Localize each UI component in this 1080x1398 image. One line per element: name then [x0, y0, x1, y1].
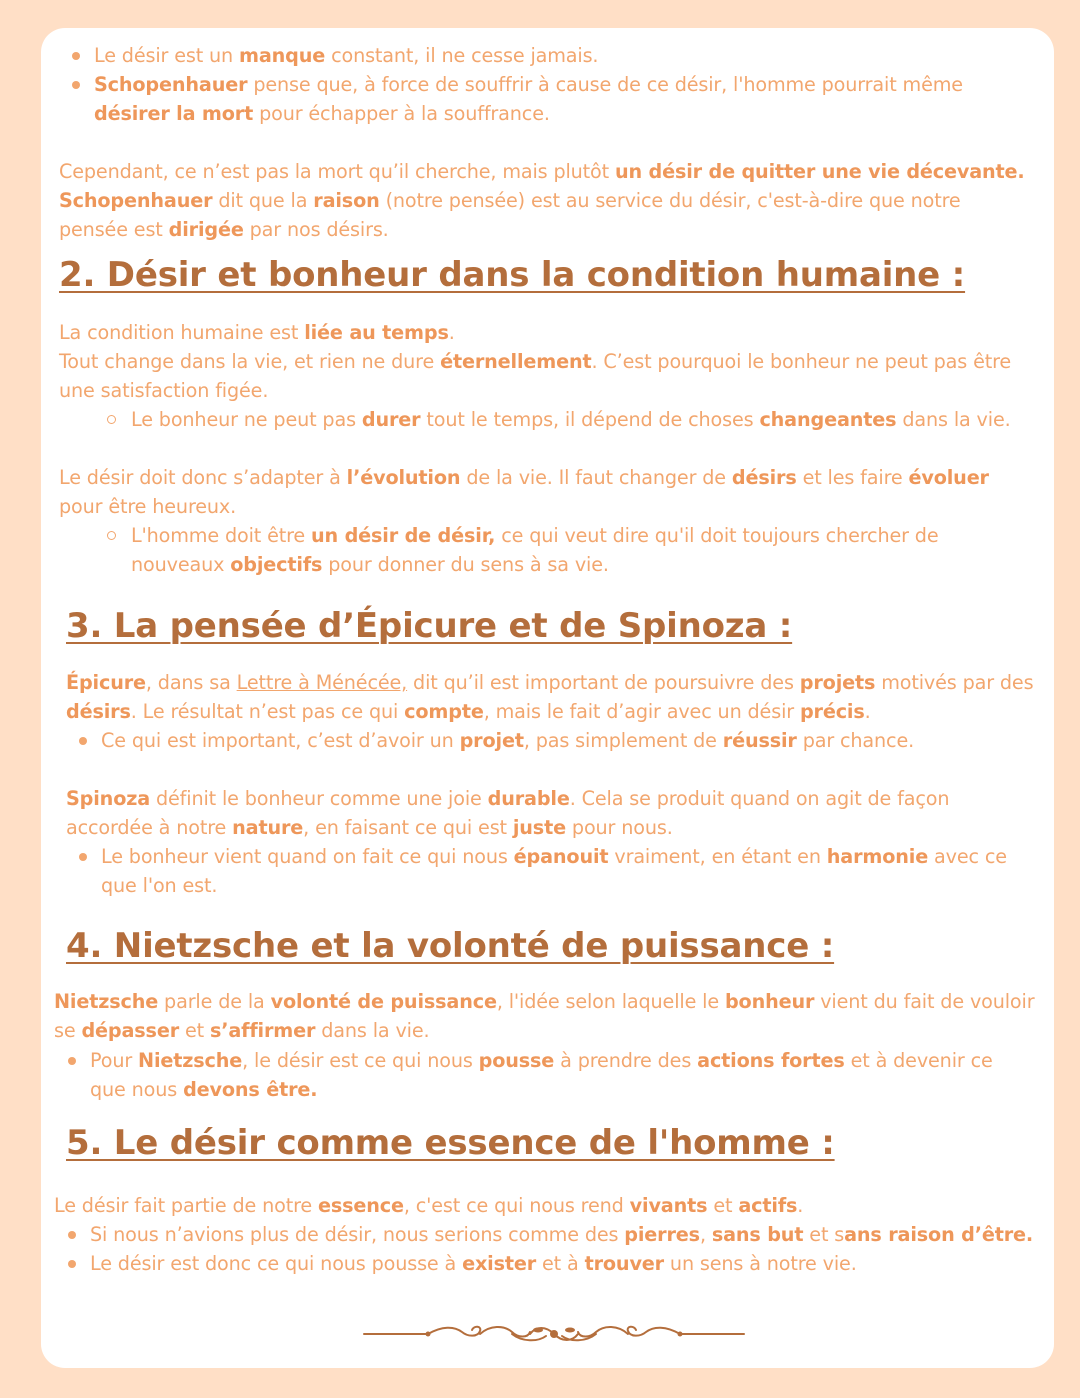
- section-3-list-2: [101, 842, 1007, 900]
- list-item-continuation: que l'on est.: [101, 874, 218, 897]
- list-item: Si nous n’avions plus de désir, nous serions comme des pierres, sans but et sans raison d’être.: [90, 1220, 1033, 1249]
- text-line: désirs. Le résultat n’est pas ce qui compte, mais le fait d’agir avec un désir précis.: [66, 700, 871, 723]
- text-line: pensée est dirigée par nos désirs.: [59, 218, 389, 241]
- text-line: La condition humaine est liée au temps.: [59, 321, 455, 344]
- list-item-continuation: désirer la mort pour échapper à la souffrance.: [94, 102, 550, 125]
- text-line: pour être heureux.: [59, 495, 237, 518]
- text-line: Cependant, ce n’est pas la mort qu’il cherche, mais plutôt un désir de quitter une vie décevante.: [59, 160, 1025, 183]
- section-4-list: [90, 1046, 993, 1104]
- list-item: L'homme doit être un désir de désir, ce qui veut dire qu'il doit toujours chercher de: [131, 521, 938, 550]
- text-line: Le désir fait partie de notre essence, c'est ce qui nous rend vivants et actifs.: [54, 1194, 804, 1217]
- section-2-sublist-1: [131, 405, 1011, 434]
- section-3-paragraph-2: [66, 784, 949, 842]
- intro-bullet-list: [94, 41, 963, 128]
- section-5-list: [90, 1220, 1033, 1278]
- intro-paragraph: [59, 157, 1025, 244]
- section-3-heading: 3. La pensée d’Épicure et de Spinoza :: [66, 606, 793, 646]
- section-2-paragraph-1: [59, 318, 1011, 405]
- section-4-heading: 4. Nietzsche et la volonté de puissance :: [66, 926, 835, 966]
- list-item: Le bonheur vient quand on fait ce qui nous épanouit vraiment, en étant en harmonie avec ce: [101, 842, 1007, 871]
- list-item: Le désir est donc ce qui nous pousse à exister et à trouver un sens à notre vie.: [90, 1249, 1033, 1278]
- list-item: Schopenhauer pense que, à force de souffrir à cause de ce désir, l'homme pourrait même: [94, 70, 963, 99]
- list-item-continuation: que nous devons être.: [90, 1078, 318, 1101]
- list-item: Pour Nietzsche, le désir est ce qui nous pousse à prendre des actions fortes et à devenir ce: [90, 1046, 993, 1075]
- section-2-paragraph-2: [59, 463, 989, 521]
- text-line: Le désir doit donc s’adapter à l’évolution de la vie. Il faut changer de désirs et les faire évoluer: [59, 466, 989, 489]
- list-item: Le bonheur ne peut pas durer tout le temps, il dépend de choses changeantes dans la vie.: [131, 405, 1011, 434]
- text-line: Schopenhauer dit que la raison (notre pensée) est au service du désir, c'est-à-dire que notre: [59, 189, 961, 212]
- list-item: Ce qui est important, c’est d’avoir un projet, pas simplement de réussir par chance.: [101, 726, 914, 755]
- text-line: se dépasser et s’affirmer dans la vie.: [54, 1019, 430, 1042]
- section-3-list-1: [101, 726, 914, 755]
- section-4-paragraph: [54, 987, 1034, 1045]
- list-item: Le désir est un manque constant, il ne cesse jamais.: [94, 41, 963, 70]
- text-line: accordée à notre nature, en faisant ce qui est juste pour nous.: [66, 816, 673, 839]
- section-5-paragraph: [54, 1191, 803, 1220]
- text-line: Tout change dans la vie, et rien ne dure éternellement. C’est pourquoi le bonheur ne peut pas être: [59, 350, 1012, 373]
- flourish-divider-icon: [362, 1322, 746, 1346]
- text-line: Spinoza définit le bonheur comme une joie durable. Cela se produit quand on agit de façon: [66, 787, 950, 810]
- section-2-sublist-2: [131, 521, 938, 579]
- book-title: Lettre à Ménécée,: [236, 671, 408, 694]
- text-line: une satisfaction figée.: [59, 379, 269, 402]
- section-2-heading: 2. Désir et bonheur dans la condition humaine :: [59, 255, 966, 295]
- text-line: Nietzsche parle de la volonté de puissance, l'idée selon laquelle le bonheur vient du fait de vouloir: [54, 990, 1035, 1013]
- section-3-paragraph-1: [66, 668, 1033, 726]
- list-item-continuation: nouveaux objectifs pour donner du sens à sa vie.: [131, 553, 609, 576]
- section-5-heading: 5. Le désir comme essence de l'homme :: [66, 1123, 835, 1163]
- text-line: Épicure, dans sa Lettre à Ménécée, dit qu’il est important de poursuivre des projets motivés par des: [66, 671, 1034, 694]
